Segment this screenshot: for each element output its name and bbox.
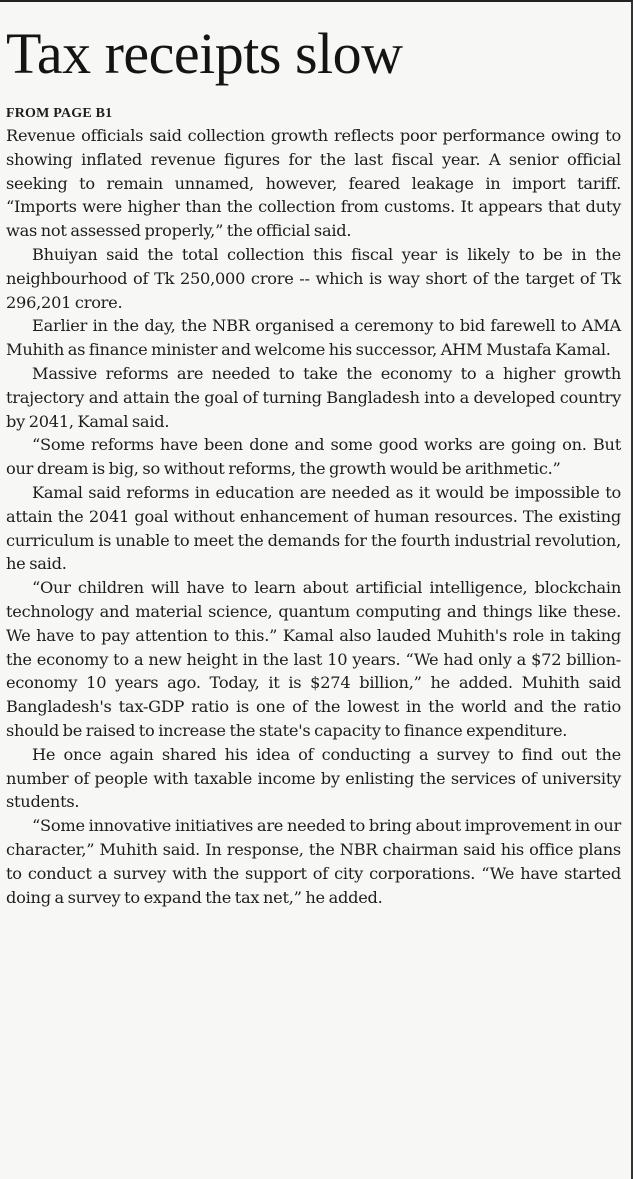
- article-body: [6, 124, 621, 909]
- paragraph: Earlier in the day, the NBR organised a ceremony to bid farewell to AMA Muhith as finance minister and welcome his successor, AHM Mustafa Kamal.: [6, 316, 621, 360]
- paragraph: He once again shared his idea of conducting a survey to find out the number of people with taxable income by enlisting the services of university students.: [6, 744, 621, 812]
- paragraph: “Our children will have to learn about artificial intelligence, blockchain technology and material science, quantum computing and things like these. We have to pay attention to this.” Kamal also lauded Muhith's role in taking the economy to a new height in the last 10 years. “We had only a $72 billion-economy 10 years ago. Today, it is $274 billion,” he added. Muhith said Bangladesh's tax-GDP ratio is one of the lowest in the world and the ratio should be raised to increase the state's capacity to finance expenditure.: [6, 578, 621, 740]
- paragraph: “Some reforms have been done and some good works are going on. But our dream is big, so without reforms, the growth would be arithmetic.”: [6, 435, 621, 479]
- jump-line: FROM PAGE B1: [6, 106, 113, 121]
- paragraph: Kamal said reforms in education are needed as it would be impossible to attain the 2041 goal without enhancement of human resources. The existing curriculum is unable to meet the demands for the fourth industrial revolution, he said.: [6, 482, 621, 574]
- headline: Tax receipts slow: [6, 21, 403, 86]
- paragraph: “Some innovative initiatives are needed to bring about improvement in our character,” Muhith said. In response, the NBR chairman said his office plans to conduct a survey with the support of city corporations. “We have started doing a survey to expand the tax net,” he added.: [6, 816, 621, 907]
- paragraph: Revenue officials said collection growth reflects poor performance owing to showing inflated revenue figures for the last fiscal year. A senior official seeking to remain unnamed, however, feared leakage in import tariff. “Imports were higher than the collection from customs. It appears that duty was not assessed properly,” the official said.: [6, 126, 621, 241]
- paragraph: Bhuiyan said the total collection this fiscal year is likely to be in the neighbourhood of Tk 250,000 crore -- which is way short of the target of Tk 296,201 crore.: [6, 244, 621, 312]
- paragraph: Massive reforms are needed to take the economy to a higher growth trajectory and attain the goal of turning Bangladesh into a developed country by 2041, Kamal said.: [6, 363, 621, 431]
